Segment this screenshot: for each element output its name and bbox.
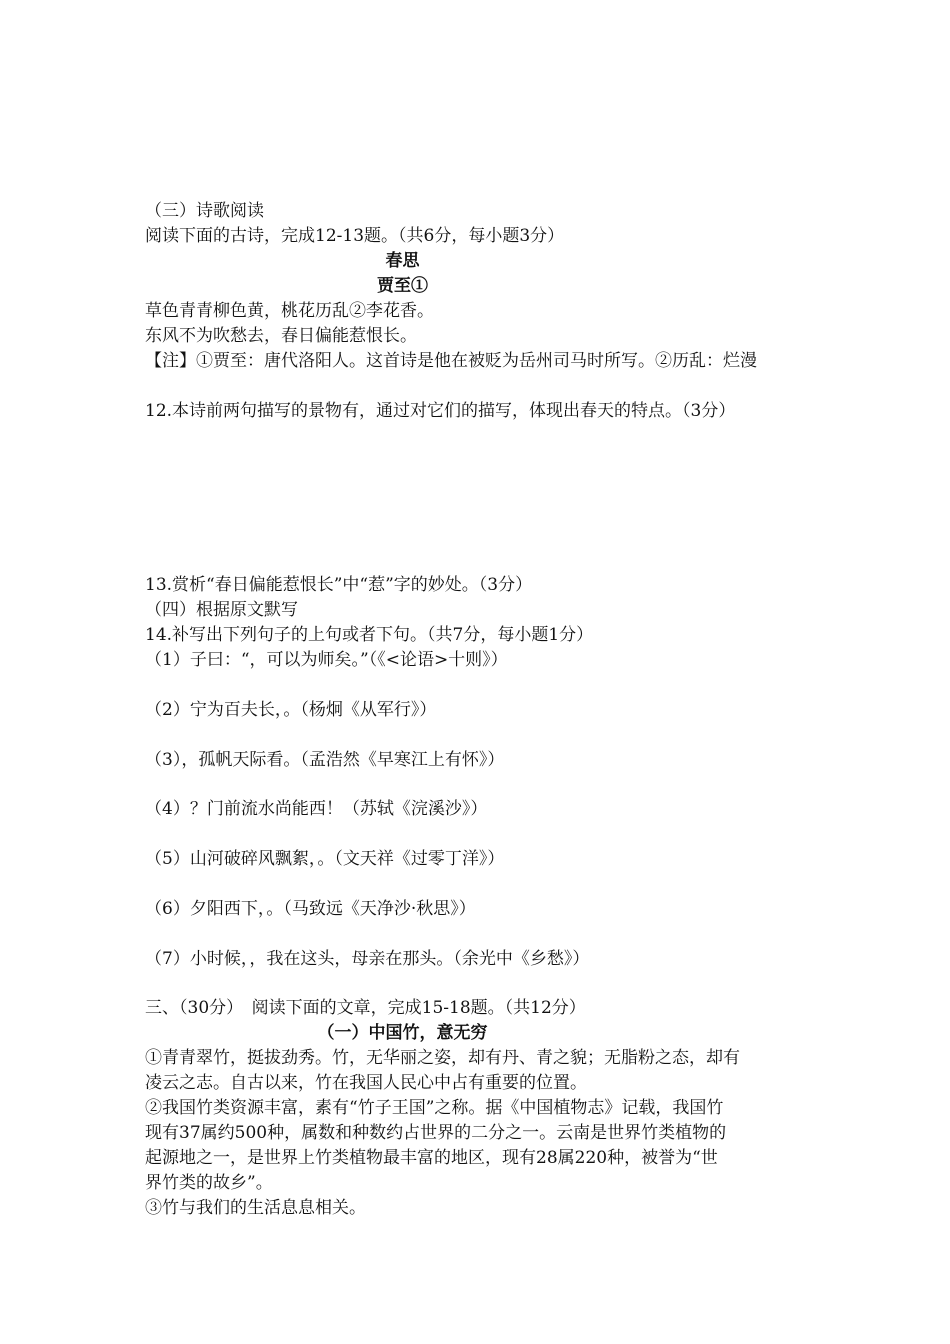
recite-item: （5）山河破碎风飘絮，。（文天祥《过零丁洋》） [145,849,505,869]
article-line: ①青青翠竹，挺拔劲秀。竹，无华丽之姿，却有丹、青之貌；无脂粉之态，却有 [145,1048,740,1068]
recite-item: （6）夕阳西下，。（马致远《天净沙·秋思》） [145,899,476,919]
recite-item: （3），孤帆天际看。（孟浩然《早寒江上有怀》） [145,750,505,770]
poem-author: 贾至① [377,276,428,296]
recite-item: （7）小时候，，我在这头，母亲在那头。（余光中《乡愁》） [145,949,590,969]
poem-line-2: 东风不为吹愁去，春日偏能惹恨长。 [145,326,417,346]
poem-note: 【注】①贾至：唐代洛阳人。这首诗是他在被贬为岳州司马时所写。②历乱：烂漫 [145,351,757,371]
article-line: 现有37属约500种，属数和种数约占世界的二分之一。云南是世界竹类植物的 [145,1123,727,1143]
question-12: 12.本诗前两句描写的景物有，通过对它们的描写，体现出春天的特点。（3分） [145,401,736,421]
article-line: 凌云之志。自古以来，竹在我国人民心中占有重要的位置。 [145,1073,587,1093]
recite-item: （1）子曰：“，可以为师矣。”（《<论语>十则》） [145,650,508,670]
section-poetry-heading: （三）诗歌阅读 [145,201,264,221]
section-reading-heading: 三、（30分） 阅读下面的文章，完成15-18题。（共12分） [145,998,586,1018]
recite-item: （4）？门前流水尚能西！（苏轼《浣溪沙》） [145,799,488,819]
question-14: 14.补写出下列句子的上句或者下句。（共7分，每小题1分） [145,625,594,645]
poem-title: 春思 [385,251,420,271]
section-recite-heading: （四）根据原文默写 [145,600,298,620]
section-poetry-instruction: 阅读下面的古诗，完成12-13题。（共6分，每小题3分） [145,226,565,246]
poem-line-1: 草色青青柳色黄，桃花历乱②李花香。 [145,301,434,321]
article-line: ③竹与我们的生活息息相关。 [145,1198,366,1218]
article-line: ②我国竹类资源丰富，素有“竹子王国”之称。据《中国植物志》记载，我国竹 [145,1098,724,1118]
article-line: 起源地之一，是世界上竹类植物最丰富的地区，现有28属220种，被誉为“世 [145,1148,718,1168]
question-13: 13.赏析“春日偏能惹恨长”中“惹”字的妙处。（3分） [145,575,533,595]
article-line: 界竹类的故乡”。 [145,1173,273,1193]
article-title: （一）中国竹，意无穷 [317,1023,488,1043]
recite-item: （2）宁为百夫长，。（杨炯《从军行》） [145,700,437,720]
